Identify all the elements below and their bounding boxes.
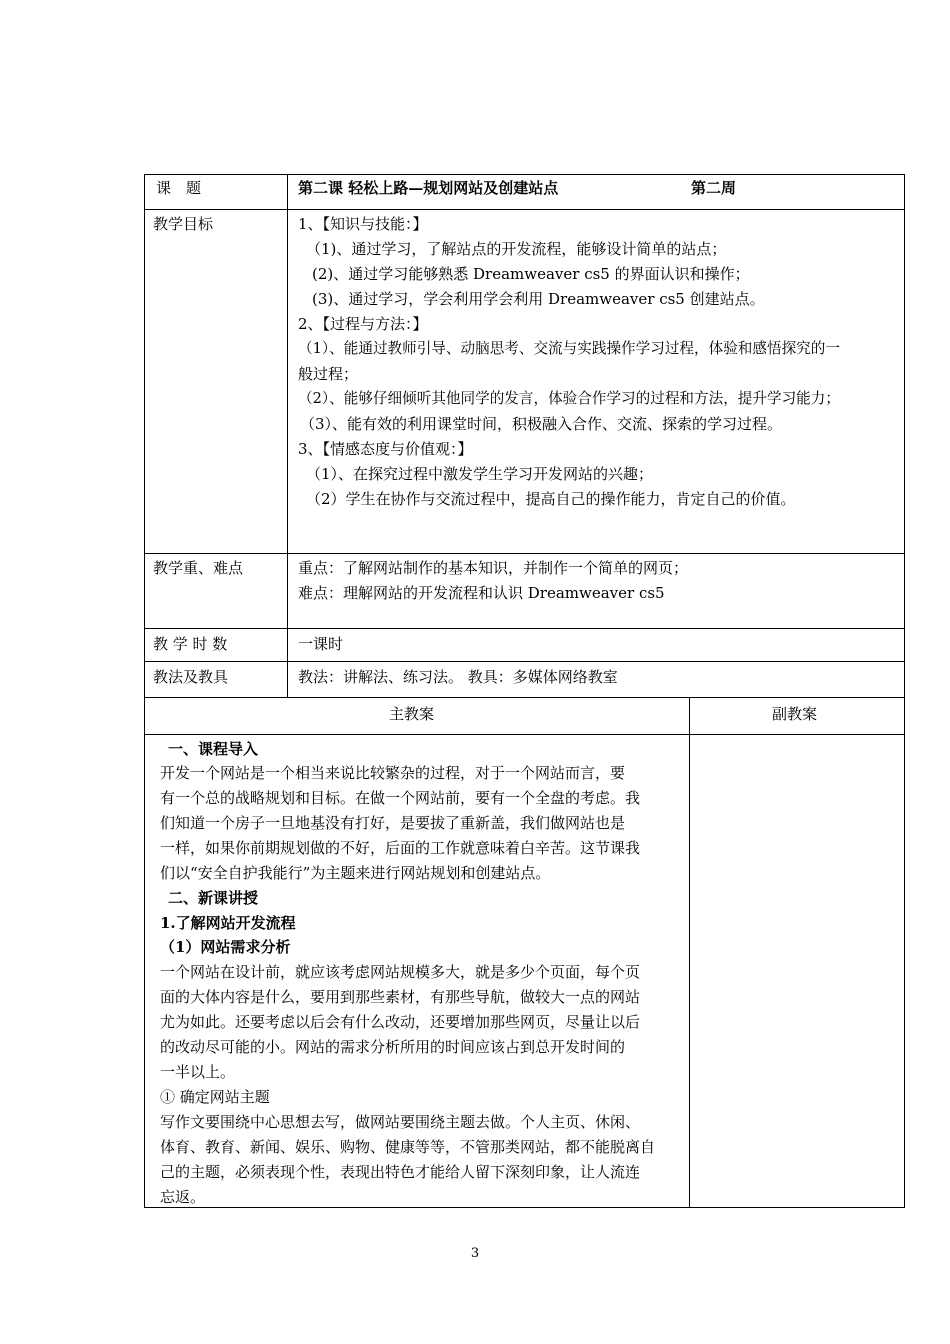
key-point-line: 重点：了解网站制作的基本知识，并制作一个简单的网页； — [298, 559, 689, 577]
intro-line: 有一个总的战略规划和目标。在做一个网站前，要有一个全盘的考虑。我 — [160, 789, 641, 807]
label-column-divider — [287, 174, 288, 697]
theme-heading: ① 确定网站主题 — [160, 1088, 270, 1106]
objective-line: （1)、通过学习，了解站点的开发流程，能够设计简单的站点； — [306, 240, 727, 258]
topic-title: 第二课 轻松上路—规划网站及创建站点 — [298, 179, 559, 197]
row-divider — [144, 661, 905, 662]
theme-line: 体育、教育、新闻、娱乐、购物、健康等等，不管那类网站，都不能脱离自 — [160, 1138, 656, 1156]
subsection-heading: 1.了解网站开发流程 — [160, 914, 296, 932]
objective-line: （1）、在探究过程中激发学生学习开发网站的兴趣； — [306, 465, 654, 483]
objective-line: （3）、能有效的利用课堂时间，积极融入合作、交流、探索的学习过程。 — [300, 415, 783, 433]
theme-line: 忘返。 — [160, 1188, 206, 1206]
page-number: 3 — [470, 1246, 480, 1261]
objective-line: （2）、能够仔细倾听其他同学的发言，体验合作学习的过程和方法，提升学习能力； — [298, 390, 840, 407]
plan-column-divider — [689, 697, 690, 1208]
intro-paragraph — [160, 761, 640, 886]
row-divider — [144, 734, 905, 735]
analysis-line: 一半以上。 — [160, 1063, 236, 1081]
analysis-line: 的改动尽可能的小。网站的需求分析所用的时间应该占到总开发时间的 — [160, 1038, 626, 1056]
objective-line: （1）、能通过教师引导、动脑思考、交流与实践操作学习过程，体验和感悟探究的一 — [298, 340, 840, 357]
theme-line: 己的主题，必须表现个性，表现出特色才能给人留下深刻印象，让人流连 — [160, 1163, 641, 1181]
analysis-line: 面的大体内容是什么，要用到那些素材，有那些导航，做较大一点的网站 — [160, 988, 641, 1006]
objectives-label: 教学目标 — [153, 215, 214, 233]
objective-line: 1、【知识与技能：】 — [298, 215, 428, 233]
subsection-heading: （1）网站需求分析 — [160, 938, 291, 956]
objective-line: (2)、通过学习能够熟悉 Dreamweaver cs5 的界面认识和操作； — [312, 265, 750, 283]
week-label: 第二周 — [691, 179, 737, 197]
row-divider — [144, 628, 905, 629]
methods-label: 教法及教具 — [153, 668, 229, 686]
row-divider — [144, 697, 905, 698]
row-divider — [144, 209, 905, 210]
section-heading-intro: 一、课程导入 — [168, 740, 259, 758]
hours-value: 一课时 — [298, 635, 344, 653]
objective-line: (3)、通过学习，学会利用学会利用 Dreamweaver cs5 创建站点。 — [312, 290, 765, 308]
hours-label: 教 学 时 数 — [153, 635, 228, 653]
analysis-line: 一个网站在设计前，就应该考虑网站规模多大，就是多少个页面，每个页 — [160, 963, 641, 981]
main-plan-header: 主教案 — [389, 705, 435, 723]
objective-line: 3、【情感态度与价值观：】 — [298, 440, 473, 458]
intro-line: 一样，如果你前期规划做的不好，后面的工作就意味着白辛苦。这节课我 — [160, 839, 641, 857]
intro-line: 们知道一个房子一旦地基没有打好，是要拔了重新盖，我们做网站也是 — [160, 814, 626, 832]
objective-line: 2、【过程与方法：】 — [298, 315, 428, 333]
theme-line: 写作文要围绕中心思想去写，做网站要围绕主题去做。个人主页、休闲、 — [160, 1113, 641, 1131]
methods-value: 教法：讲解法、练习法。 教具：多媒体网络教室 — [298, 668, 618, 686]
key-points-label: 教学重、难点 — [153, 559, 244, 577]
sub-plan-header: 副教案 — [772, 705, 818, 723]
topic-label: 课 题 — [156, 179, 202, 197]
theme-paragraph — [160, 1110, 655, 1210]
intro-line: 开发一个网站是一个相当来说比较繁杂的过程，对于一个网站而言，要 — [160, 764, 626, 782]
row-divider — [144, 553, 905, 554]
intro-line: 们以“安全自护我能行”为主题来进行网站规划和创建站点。 — [160, 864, 551, 882]
objective-line: 般过程； — [298, 365, 359, 383]
objective-line: （2）学生在协作与交流过程中，提高自己的操作能力，肯定自己的价值。 — [306, 490, 796, 508]
analysis-line: 尤为如此。还要考虑以后会有什么改动，还要增加那些网页，尽量让以后 — [160, 1013, 641, 1031]
difficult-point-line: 难点：理解网站的开发流程和认识 Dreamweaver cs5 — [298, 584, 665, 602]
analysis-paragraph — [160, 960, 640, 1085]
section-heading-new-lesson: 二、新课讲授 — [168, 889, 259, 907]
